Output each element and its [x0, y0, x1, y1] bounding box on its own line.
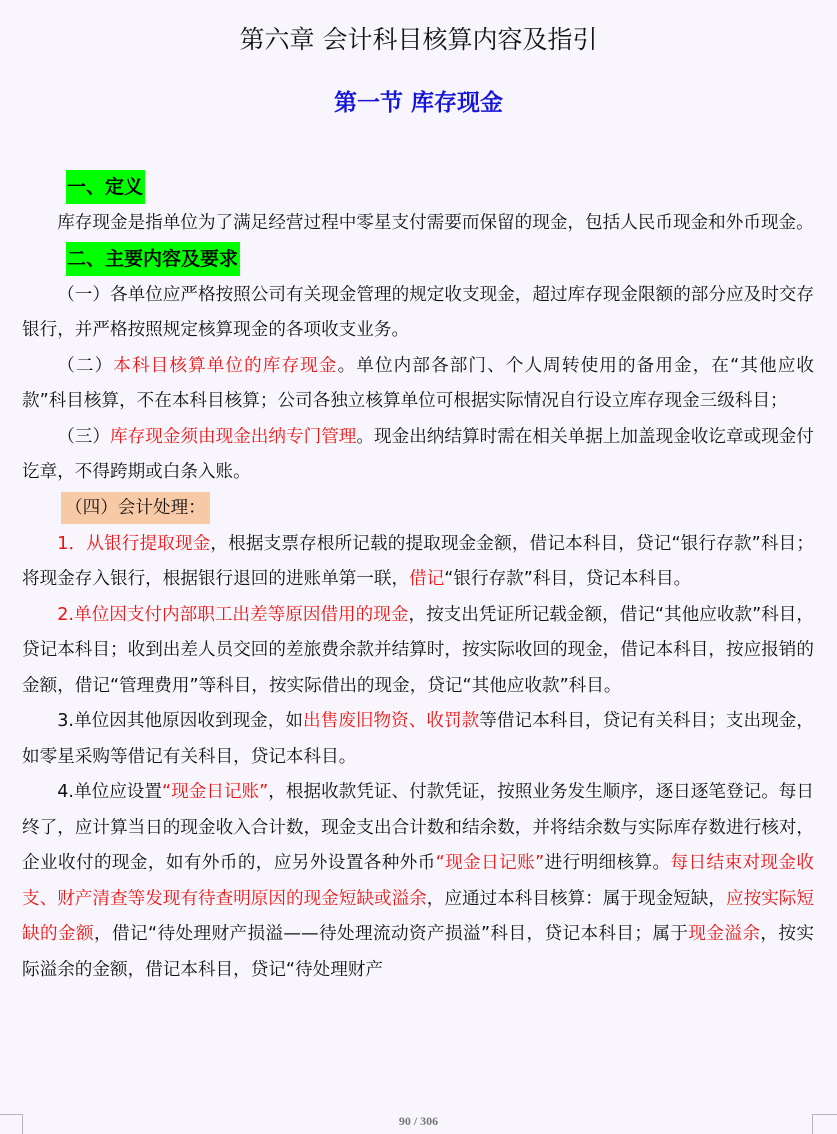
item-one-prefix: （一）: [57, 284, 110, 305]
page-number-indicator: 90 / 306: [398, 1114, 439, 1128]
accounting-4-emphasis-4: 应按实际短缺的金额: [22, 888, 814, 944]
accounting-4-text-4: ，应通过本科目核算：属于现金短缺，: [426, 888, 726, 909]
accounting-4-text-5: ，借记“待处理财产损溢——待处理流动资产损溢”科目，贷记本科目；属于: [93, 924, 689, 944]
accounting-4-emphasis-5: 现金溢余: [688, 924, 761, 944]
page-corner-mark-right: [812, 1114, 837, 1134]
document-body: [22, 170, 814, 988]
heading-main-content: 二、主要内容及要求: [66, 242, 240, 276]
accounting-1-emphasis: 1．从银行提取现金: [57, 533, 211, 554]
accounting-3-text: 3.单位因其他原因收到现金，如: [57, 711, 304, 731]
accounting-4-emphasis-1: “现金日记账”: [162, 782, 269, 802]
item-three-prefix: （三）: [57, 426, 110, 447]
heading-accounting: （四）会计处理：: [61, 492, 210, 524]
accounting-4-text-2: ，根据收款凭证、付款凭证，按照业务发生顺序，逐日逐笔登记。每日终了，应计算当日的现金收入合计数，现金支出合计数和结余数，并将结余数与实际库存数进行核对，企业收付的现金，如有外币的，应另外设置各种外币: [22, 782, 814, 873]
item-three-paragraph: [22, 420, 814, 491]
section-title: 第一节 库存现金: [333, 90, 503, 116]
item-three-emphasis: 库存现金须由现金出纳专门管理: [110, 426, 357, 447]
item-two-paragraph: [22, 349, 814, 420]
accounting-4-emphasis-2: “现金日记账”: [435, 853, 545, 873]
heading-definition-row: [22, 170, 814, 206]
item-two-text: 。单位内部各部门、个人周转使用的备用金，在“其他应收款”科目核算，不在本科目核算；公司各独立核算单位可根据实际情况自行设立库存现金三级科目；: [22, 355, 814, 411]
heading-main-content-row: [22, 242, 814, 278]
accounting-1-emphasis-debit: 借记: [409, 569, 445, 589]
accounting-paragraph-3: [22, 704, 814, 775]
definition-paragraph: 库存现金是指单位为了满足经营过程中零星支付需要而保留的现金，包括人民币现金和外币现金。: [57, 213, 814, 233]
accounting-1-text-end: “银行存款”科目，贷记本科目。: [444, 569, 692, 589]
heading-definition: 一、定义: [66, 170, 145, 204]
accounting-paragraph-2: [22, 598, 814, 705]
item-two-emphasis: 本科目核算单位的库存现金: [113, 355, 338, 376]
chapter-title: 第六章 会计科目核算内容及指引: [239, 25, 598, 54]
accounting-3-text-end: 等借记本科目，贷记有关科目；支出现金，如零星采购等借记有关科目，贷记本科目。: [22, 711, 814, 767]
accounting-2-text: ，按支出凭证所记载金额，借记“其他应收款”科目，贷记本科目；收到出差人员交回的差旅费余款并结算时，按实际收回的现金，借记本科目，按应报销的金额，借记“管理费用”等科目，按实际借出的现金，贷记“其他应收款”科目。: [22, 604, 814, 696]
heading-accounting-row: [22, 491, 814, 527]
accounting-4-text-6: ，按实际溢余的金额，借记本科目，贷记“待处理财产: [22, 924, 814, 980]
accounting-3-emphasis: 出售废旧物资、收罚款: [303, 711, 480, 731]
accounting-2-emphasis: 2.单位因支付内部职工出差等原因借用的现金: [57, 604, 409, 625]
accounting-paragraph-4: [22, 775, 814, 988]
accounting-4-text-3: 进行明细核算。: [544, 853, 671, 873]
accounting-paragraph-1: [22, 527, 814, 598]
accounting-4-text-1: 4.单位应设置: [57, 782, 163, 802]
item-two-prefix: （二）: [57, 355, 114, 376]
item-one-text: 各单位应严格按照公司有关现金管理的规定收支现金，超过库存现金限额的部分应及时交存银行，并严格按照规定核算现金的各项收支业务。: [22, 284, 814, 340]
accounting-4-emphasis-3: 每日结束对现金收支、财产清查等发现有待查明原因的现金短缺或溢余: [22, 853, 814, 909]
item-one-paragraph: [22, 278, 814, 349]
accounting-1-text: ，根据支票存根所记载的提取现金金额，借记本科目，贷记“银行存款”科目；将现金存入银行，根据银行退回的进账单第一联，: [22, 533, 815, 589]
item-three-text: 。现金出纳结算时需在相关单据上加盖现金收讫章或现金付讫章，不得跨期或白条入账。: [22, 426, 814, 482]
